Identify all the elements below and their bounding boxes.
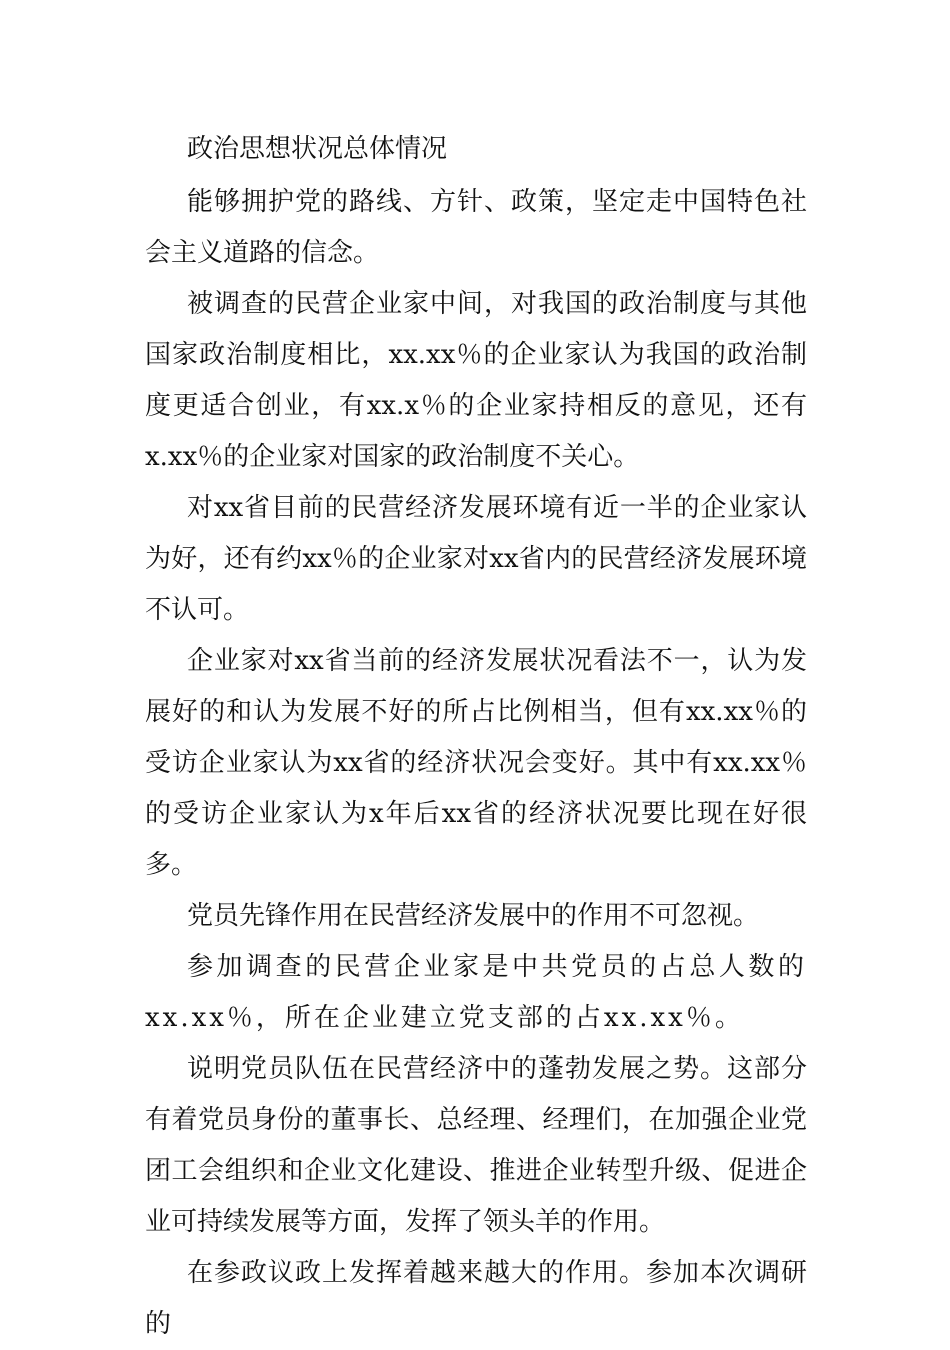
paragraph: 在参政议政上发挥着越来越大的作用。参加本次调研的 xyxy=(145,1258,807,1339)
document-body xyxy=(145,124,807,1350)
paragraph: 能够拥护党的路线、方针、政策，坚定走中国特色社会主义道路的信念。 xyxy=(145,187,807,268)
paragraph: 被调查的民营企业家中间，对我国的政治制度与其他国家政治制度相比，xx.xx％的企业家认为我国的政治制度更适合创业，有xx.x％的企业家持相反的意见，还有x.xx％的企业家对国家的政治制度不关心。 xyxy=(145,289,807,472)
paragraph: 说明党员队伍在民营经济中的蓬勃发展之势。这部分有着党员身份的董事长、总经理、经理们，在加强企业党团工会组织和企业文化建设、推进企业转型升级、促进企业可持续发展等方面，发挥了领头羊的作用。 xyxy=(145,1054,807,1237)
paragraph: 企业家对xx省当前的经济发展状况看法不一，认为发展好的和认为发展不好的所占比例相当，但有xx.xx％的受访企业家认为xx省的经济状况会变好。其中有xx.xx％的受访企业家认为x年后xx省的经济状况要比现在好很多。 xyxy=(145,646,807,880)
paragraph: 党员先锋作用在民营经济发展中的作用不可忽视。 xyxy=(187,901,760,931)
paragraph: 参加调查的民营企业家是中共党员的占总人数的xx.xx％，所在企业建立党支部的占xx.xx％。 xyxy=(145,952,807,1033)
paragraph: 对xx省目前的民营经济发展环境有近一半的企业家认为好，还有约xx％的企业家对xx省内的民营经济发展环境不认可。 xyxy=(145,493,807,625)
section-heading: 政治思想状况总体情况 xyxy=(187,134,448,164)
